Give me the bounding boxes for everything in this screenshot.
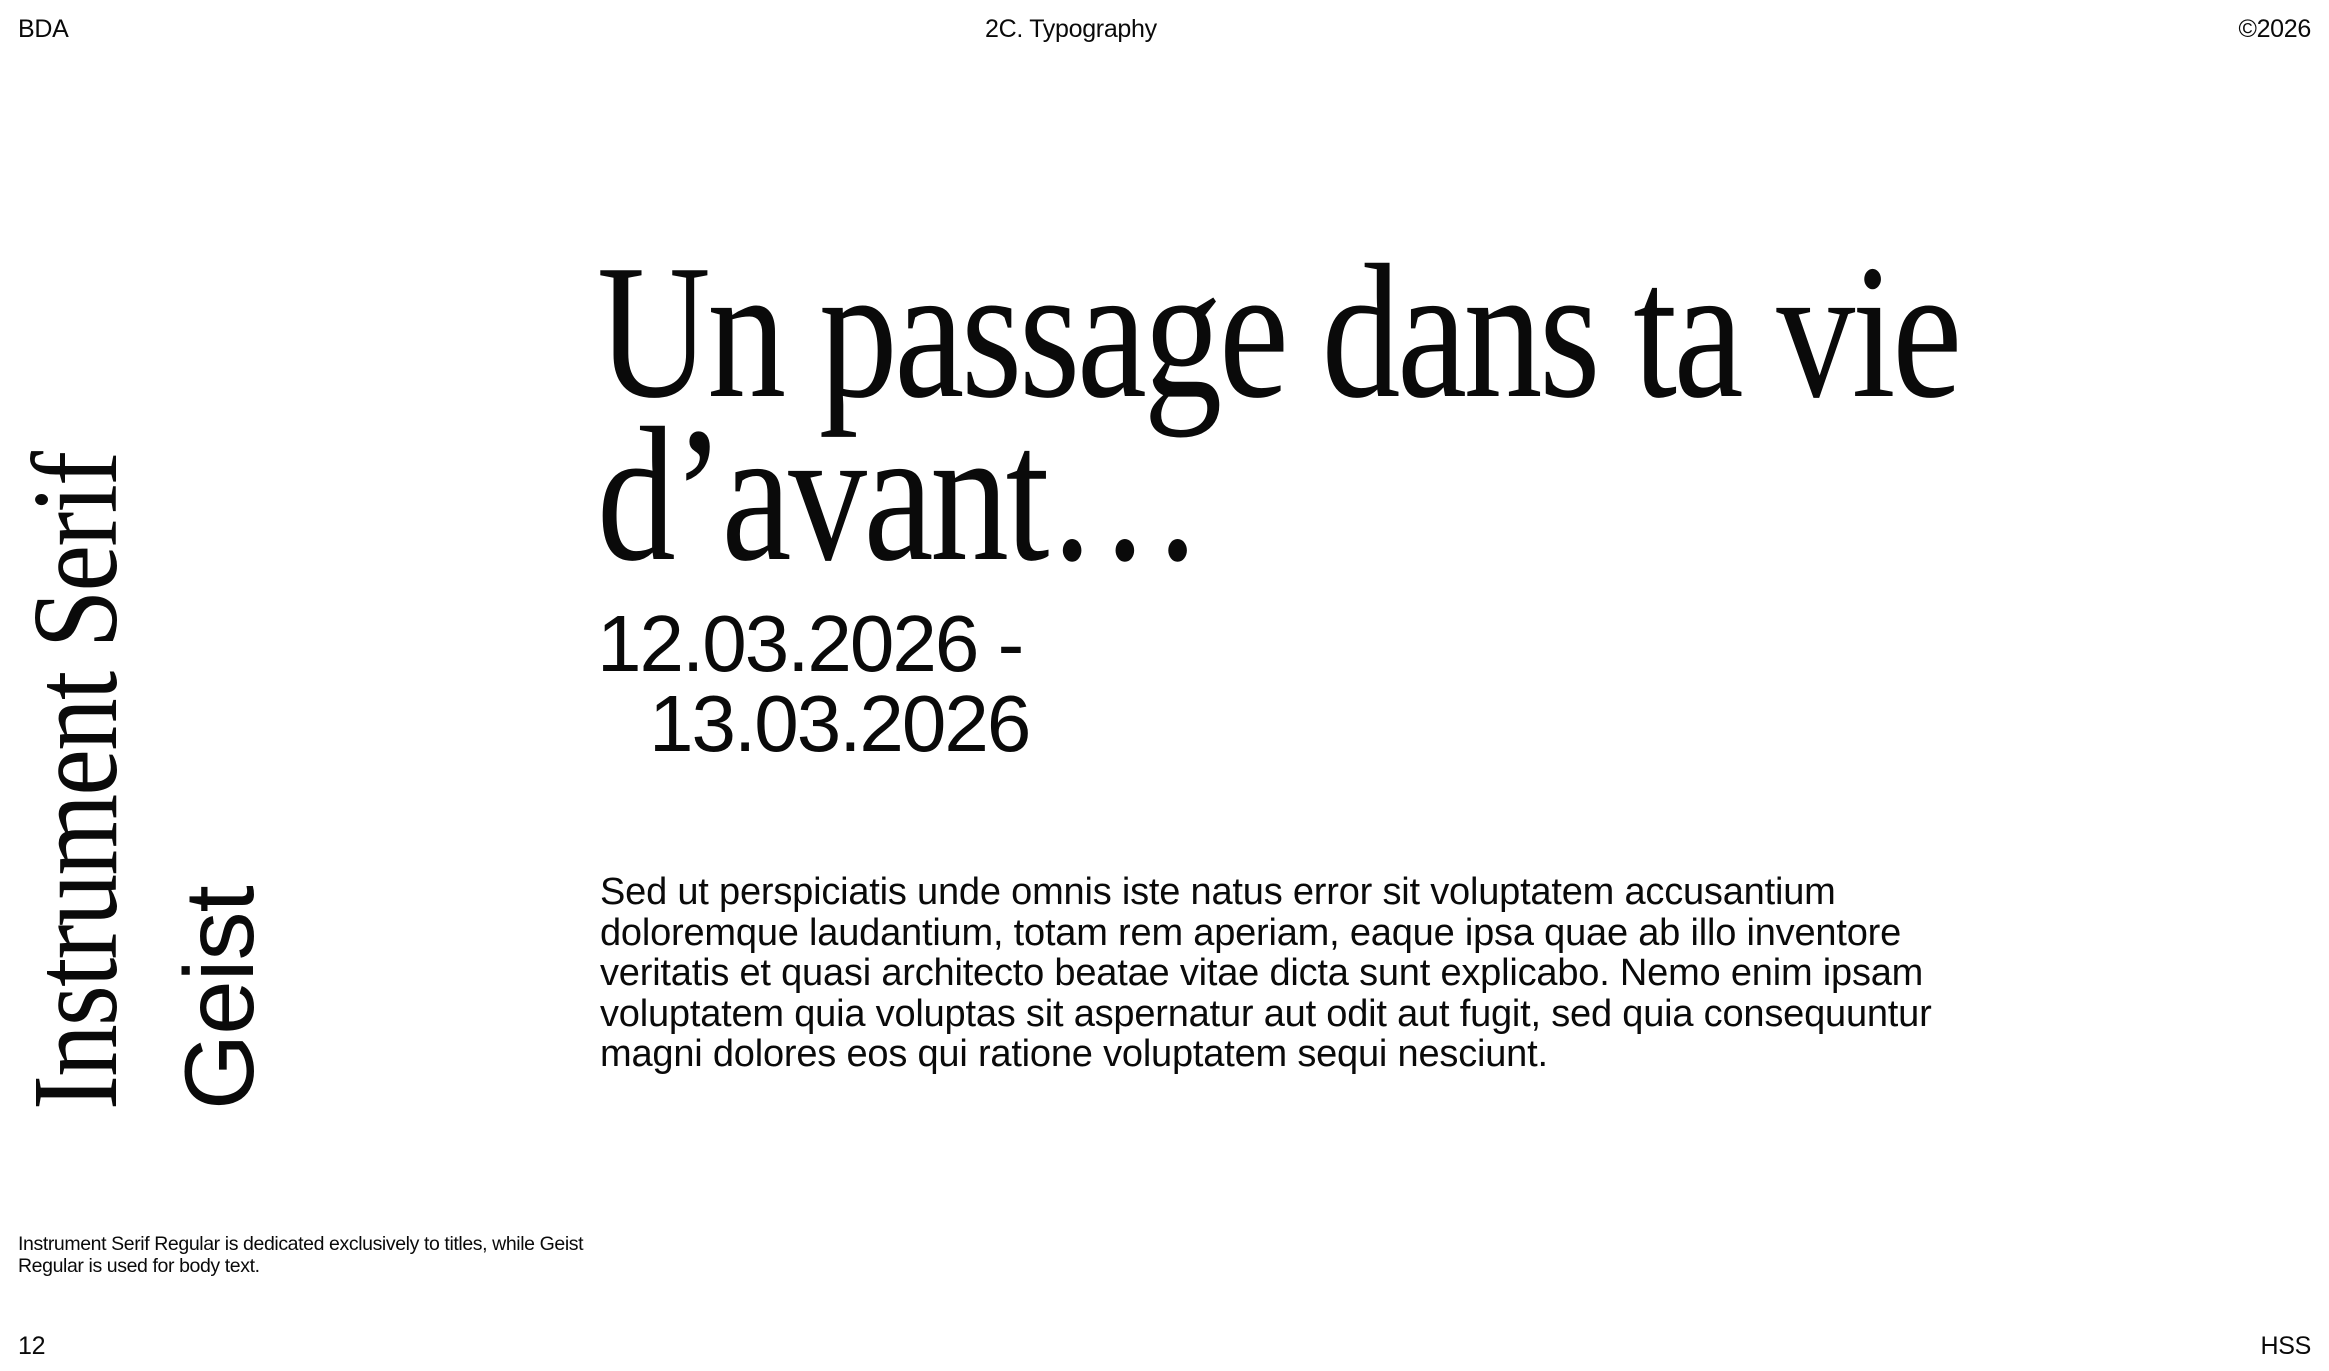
page-number: 12 xyxy=(18,1332,46,1360)
headline-line-2: d’avant… xyxy=(597,388,1201,601)
title-font-name: Instrument Serif xyxy=(8,452,143,1110)
date-end: 13.03.2026 xyxy=(649,679,1030,768)
copyright-label: ©2026 xyxy=(2238,15,2311,43)
section-title: 2C. Typography xyxy=(985,15,1157,43)
sample-body-text: Sed ut perspiciatis unde omnis iste natus error sit voluptatem accusantium doloremque laudantium, totam rem aperiam, eaque ipsa quae ab illo inventore veritatis et quasi architecto beatae vitae dicta sunt explicabo. Nemo enim ipsam voluptatem quia voluptas sit aspernatur aut odit aut fugit, sed quia consequuntur magni dolores eos qui ratione voluptatem sequi nesciunt. xyxy=(600,871,1932,1075)
headline-line-1: Un passage dans ta vie xyxy=(597,225,1959,438)
sample-headline xyxy=(597,225,1959,601)
body-font-name: Geist xyxy=(164,886,274,1110)
font-usage-note: Instrument Serif Regular is dedicated exclusively to titles, while Geist Regular is used for body text. xyxy=(18,1233,584,1277)
footer-label: HSS xyxy=(2260,1332,2311,1360)
brand-label: BDA xyxy=(18,15,69,43)
date-start: 12.03.2026 - xyxy=(597,599,1023,688)
sample-dates xyxy=(597,599,1030,768)
